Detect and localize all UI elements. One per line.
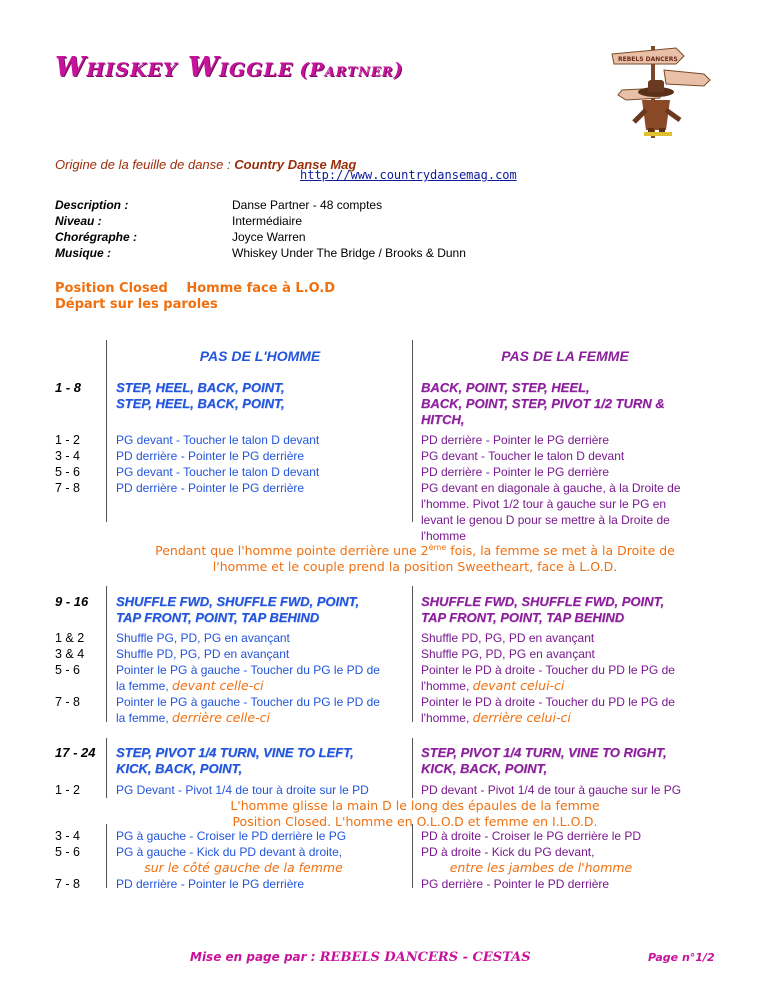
footer-label: Mise en page par : (190, 950, 316, 964)
section-2-man-steps (116, 630, 411, 726)
rebels-dancers-logo (604, 40, 714, 140)
note-sup: ème (428, 543, 447, 552)
section-2-man-title-line: TAP FRONT, POINT, TAP BEHIND (116, 610, 320, 625)
divider-left-1 (106, 340, 107, 522)
count-item: 5 - 6 (55, 845, 81, 859)
man-step-line: Pointer le PG à gauche - Toucher du PG le PD de (116, 663, 380, 677)
woman-step-line: PG derrière - Pointer le PD derrière (421, 877, 610, 891)
count-item (55, 678, 84, 694)
section-3-woman-title-line: STEP, PIVOT 1/4 TURN, VINE TO RIGHT, (421, 745, 667, 760)
section-3-man-step-12: PG Devant - Pivot 1/4 de tour à droite sur le PD (116, 783, 369, 797)
section-1-woman-title-line: HITCH, (421, 412, 465, 427)
woman-step-line: PD à droite - Croiser le PG derrière le PD (421, 829, 642, 843)
origin-source: Country Danse Mag (234, 157, 357, 172)
count-item: 1 & 2 (55, 631, 85, 645)
meta-label-description: Description : (55, 198, 129, 212)
section-2-woman-title-line: TAP FRONT, POINT, TAP BEHIND (421, 610, 625, 625)
woman-step-line: Pointer le PD à droite - Toucher du PD le PG de (421, 663, 675, 677)
woman-step-emphasis: derrière celui-ci (472, 710, 571, 725)
section-3-woman-title-line: KICK, BACK, POINT, (421, 761, 548, 776)
woman-step-line: Pointer le PD à droite - Toucher du PD le PG de (421, 695, 675, 709)
man-step-line: Pointer le PG à gauche - Toucher du PG le PD de (116, 695, 380, 709)
man-step-text: la femme, (116, 711, 173, 725)
woman-step-line: levant le genou D pour se mettre à la Droite de (421, 513, 670, 527)
man-step-line: PG à gauche - Kick du PD devant à droite, (116, 845, 343, 859)
footer-brand: REBELS DANCERS - CESTAS (319, 950, 531, 965)
section-3-woman-steps (421, 828, 721, 892)
meta-label-niveau: Niveau : (55, 214, 102, 228)
section-1-note (60, 540, 768, 575)
footer-credit (190, 950, 531, 965)
start-timing: Départ sur les paroles (55, 297, 218, 312)
column-header-man: PAS DE L'HOMME (199, 348, 321, 364)
woman-step-line: Shuffle PD, PG, PD en avançant (421, 631, 595, 645)
note-line: l'homme et le couple prend la position Sweetheart, face à L.O.D. (212, 559, 618, 575)
position-closed: Position Closed (55, 281, 168, 296)
count-item: 5 - 6 (55, 663, 81, 677)
section-1-woman-steps (421, 432, 721, 544)
title-main: Whiskey Wiggle (55, 52, 294, 83)
section-3-man-title-line: KICK, BACK, POINT, (116, 761, 243, 776)
woman-step-emphasis: entre les jambes de l'homme (449, 860, 633, 875)
section-1-woman-title (421, 380, 721, 428)
woman-step-text: l'homme, (421, 711, 473, 725)
man-step-line: PG à gauche - Croiser le PD derrière le PG (116, 829, 347, 843)
divider-left-2 (106, 586, 107, 722)
count-spacer (55, 860, 80, 876)
section-1-counts: 1 - 8 (55, 380, 82, 395)
section-3-counts: 17 - 24 (55, 745, 96, 760)
man-step-line: PG devant - Toucher le talon D devant (116, 465, 320, 479)
woman-step-line: l'homme. Pivot 1/2 tour à gauche sur le PG en (421, 497, 667, 511)
logo-text: REBELS DANCERS (618, 56, 678, 63)
start-position (55, 281, 335, 296)
section-2-counts: 9 - 16 (55, 594, 89, 609)
note-part: fois, la femme se met à la Droite de (446, 543, 675, 559)
section-1-man-title-line: STEP, HEEL, BACK, POINT, (116, 380, 285, 395)
divider-right-3b (412, 824, 413, 888)
section-2-woman-title (421, 594, 721, 626)
divider-left-3b (106, 824, 107, 888)
count-item: 3 - 4 (55, 829, 81, 843)
man-step-line (116, 678, 411, 694)
count-item: 3 & 4 (55, 647, 85, 661)
meta-label-musique: Musique : (55, 246, 111, 260)
woman-step-text: l'homme, (421, 679, 473, 693)
woman-step-line: PD derrière - Pointer le PG derrière (421, 465, 610, 479)
section-3-count-list (55, 828, 80, 892)
source-link[interactable]: http://www.countrydansemag.com (300, 168, 517, 182)
man-step-line: PD derrière - Pointer le PG derrière (116, 481, 305, 495)
woman-step-line: PD à droite - Kick du PG devant, (421, 845, 595, 859)
section-3-man-title-line: STEP, PIVOT 1/4 TURN, VINE TO LEFT, (116, 745, 354, 760)
section-2-man-title (116, 594, 408, 626)
section-2-woman-title-line: SHUFFLE FWD, SHUFFLE FWD, POINT, (421, 594, 665, 609)
woman-step-line (421, 678, 721, 694)
count-item: 7 - 8 (55, 481, 81, 495)
note-line: Position Closed. L'homme en O.L.O.D et femme en I.L.O.D. (232, 814, 598, 829)
count-item: 3 - 4 (55, 449, 81, 463)
dance-title (55, 52, 404, 83)
man-step-line: Shuffle PD, PG, PD en avançant (116, 647, 290, 661)
meta-value-niveau: Intermédiaire (232, 214, 303, 228)
section-2-woman-steps (421, 630, 721, 726)
meta-value-musique: Whiskey Under The Bridge / Brooks & Dunn (232, 246, 466, 260)
woman-step-line: PG devant en diagonale à gauche, à la Droite de (421, 481, 681, 495)
section-1-woman-title-line: BACK, POINT, STEP, PIVOT 1/2 TURN & (421, 396, 665, 411)
woman-step-emphasis: devant celui-ci (472, 678, 565, 693)
section-3-woman-step-12: PD devant - Pivot 1/4 de tour à gauche sur le PG (421, 783, 682, 797)
woman-step-line: l'homme (421, 529, 466, 543)
divider-right-3a (412, 738, 413, 798)
section-3-man-steps (116, 828, 411, 892)
woman-step-line: PG devant - Toucher le talon D devant (421, 449, 625, 463)
section-1-man-title-line: STEP, HEEL, BACK, POINT, (116, 396, 285, 411)
section-3-count-12: 1 - 2 (55, 783, 81, 797)
section-3-note (60, 798, 768, 830)
note-part: Pendant que l'homme pointe derrière une 2 (155, 543, 429, 559)
man-step-emphasis: sur le côté gauche de la femme (144, 860, 343, 875)
note-line (60, 540, 768, 559)
meta-label-choregraphe: Chorégraphe : (55, 230, 138, 244)
man-step-line: PG devant - Toucher le talon D devant (116, 433, 320, 447)
man-step-line (116, 860, 411, 876)
title-subtitle: (Partner) (299, 59, 404, 81)
section-3-man-title (116, 745, 408, 777)
count-item: 1 - 2 (55, 433, 81, 447)
column-header-woman: PAS DE LA FEMME (501, 348, 629, 364)
woman-step-line (421, 860, 721, 876)
section-1-woman-title-line: BACK, POINT, STEP, HEEL, (421, 380, 590, 395)
woman-step-line: PD derrière - Pointer le PG derrière (421, 433, 610, 447)
meta-value-description: Danse Partner - 48 comptes (232, 198, 383, 212)
man-step-line: Shuffle PG, PD, PG en avançant (116, 631, 290, 645)
divider-left-3a (106, 738, 107, 798)
count-item: 7 - 8 (55, 877, 81, 891)
man-step-line (116, 710, 411, 726)
woman-step-line (421, 710, 721, 726)
man-step-emphasis: derrière celle-ci (172, 710, 270, 725)
meta-value-choregraphe: Joyce Warren (232, 230, 306, 244)
count-item: 7 - 8 (55, 695, 81, 709)
position-facing: Homme face à L.O.D (186, 281, 336, 296)
divider-right-2 (412, 586, 413, 722)
count-item: 5 - 6 (55, 465, 81, 479)
section-3-woman-title (421, 745, 721, 777)
section-1-man-title (116, 380, 406, 412)
man-step-text: la femme, (116, 679, 173, 693)
note-line: L'homme glisse la main D le long des épaules de la femme (230, 798, 600, 813)
page-number: Page n°1/2 (648, 951, 715, 964)
man-step-emphasis: devant celle-ci (172, 678, 264, 693)
woman-step-line: Shuffle PG, PD, PG en avançant (421, 647, 595, 661)
origin-label: Origine de la feuille de danse : (55, 157, 231, 172)
man-step-line: PD derrière - Pointer le PG derrière (116, 449, 305, 463)
section-2-man-title-line: SHUFFLE FWD, SHUFFLE FWD, POINT, (116, 594, 360, 609)
section-2-count-list (55, 630, 84, 710)
section-1-man-steps (116, 432, 411, 496)
man-step-line: PD derrière - Pointer le PG derrière (116, 877, 305, 891)
section-1-count-list (55, 432, 80, 496)
divider-right-1 (412, 340, 413, 522)
